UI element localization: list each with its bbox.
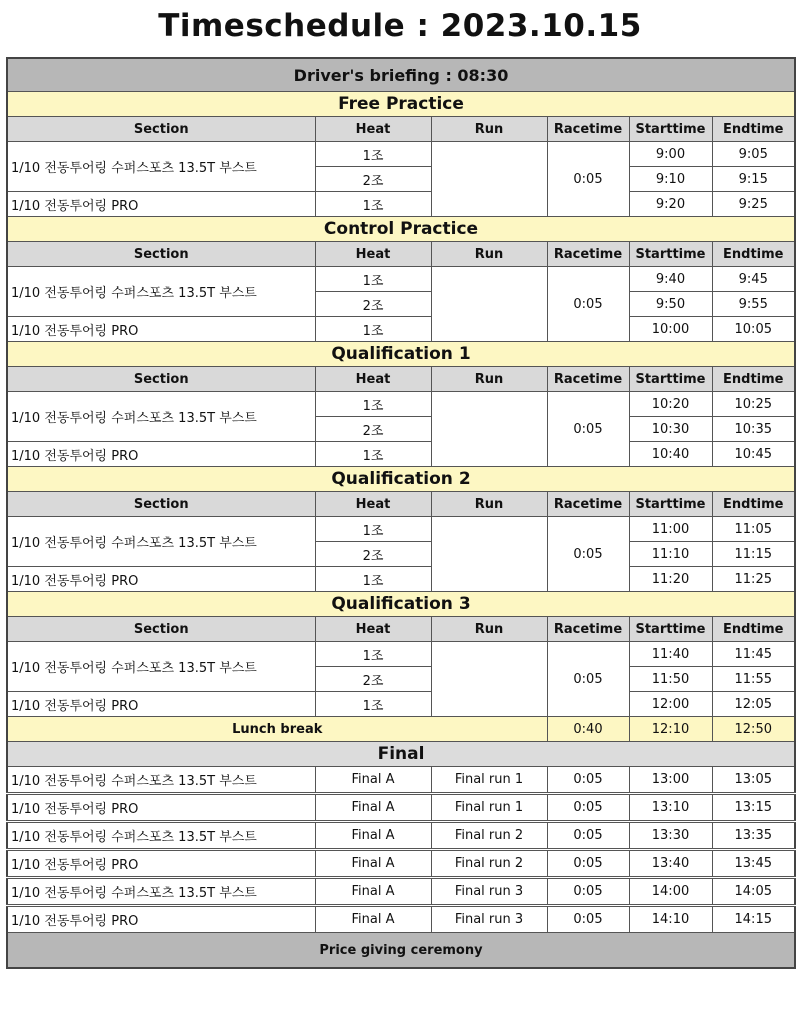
header-endtime: Endtime <box>712 492 795 517</box>
header-run: Run <box>431 242 547 267</box>
header-section: Section <box>7 492 315 517</box>
section-cell: 1/10 전동투어링 수퍼스포츠 13.5T 부스트 <box>7 642 315 692</box>
heat-cell: Final A <box>315 850 431 878</box>
header-racetime: Racetime <box>547 367 629 392</box>
final-row <box>7 878 795 906</box>
starttime-cell: 13:40 <box>629 850 712 878</box>
heat-cell: 2조 <box>315 667 431 692</box>
starttime-cell: 9:40 <box>629 267 712 292</box>
section-cell: 1/10 전동투어링 수퍼스포츠 13.5T 부스트 <box>7 767 315 794</box>
header-row <box>7 617 795 642</box>
racetime-cell: 0:05 <box>547 642 629 717</box>
table-row <box>7 267 795 292</box>
endtime-cell: 10:35 <box>712 417 795 442</box>
lunch-row <box>7 717 795 742</box>
endtime-cell: 10:05 <box>712 317 795 342</box>
section-cell: 1/10 전동투어링 PRO <box>7 794 315 822</box>
session-title-row <box>7 92 795 117</box>
starttime-cell: 11:10 <box>629 542 712 567</box>
lunch-racetime: 0:40 <box>547 717 629 742</box>
starttime-cell: 9:10 <box>629 167 712 192</box>
session-title: Qualification 1 <box>7 342 795 367</box>
final-row <box>7 767 795 794</box>
section-cell: 1/10 전동투어링 PRO <box>7 567 315 592</box>
lunch-end: 12:50 <box>712 717 795 742</box>
run-cell: Final run 1 <box>431 794 547 822</box>
run-cell: Final run 1 <box>431 767 547 794</box>
endtime-cell: 9:15 <box>712 167 795 192</box>
section-cell: 1/10 전동투어링 수퍼스포츠 13.5T 부스트 <box>7 267 315 317</box>
session-title-row <box>7 342 795 367</box>
endtime-cell: 13:05 <box>712 767 795 794</box>
table-row <box>7 642 795 667</box>
run-cell <box>431 392 547 467</box>
header-heat: Heat <box>315 367 431 392</box>
section-cell: 1/10 전동투어링 수퍼스포츠 13.5T 부스트 <box>7 517 315 567</box>
table-row <box>7 442 795 467</box>
endtime-cell: 14:05 <box>712 878 795 906</box>
heat-cell: 2조 <box>315 417 431 442</box>
endtime-cell: 14:15 <box>712 906 795 933</box>
heat-cell: 1조 <box>315 392 431 417</box>
racetime-cell: 0:05 <box>547 142 629 217</box>
final-title: Final <box>7 742 795 767</box>
run-cell: Final run 3 <box>431 906 547 933</box>
session-title-row <box>7 592 795 617</box>
section-cell: 1/10 전동투어링 PRO <box>7 906 315 933</box>
table-row <box>7 692 795 717</box>
starttime-cell: 12:00 <box>629 692 712 717</box>
ceremony-row <box>7 933 795 969</box>
header-endtime: Endtime <box>712 117 795 142</box>
header-section: Section <box>7 617 315 642</box>
section-cell: 1/10 전동투어링 수퍼스포츠 13.5T 부스트 <box>7 878 315 906</box>
endtime-cell: 10:25 <box>712 392 795 417</box>
header-heat: Heat <box>315 242 431 267</box>
racetime-cell: 0:05 <box>547 906 629 933</box>
session-title: Qualification 2 <box>7 467 795 492</box>
run-cell <box>431 642 547 717</box>
briefing-row <box>7 58 795 92</box>
heat-cell: Final A <box>315 878 431 906</box>
heat-cell: 1조 <box>315 192 431 217</box>
header-starttime: Starttime <box>629 242 712 267</box>
header-section: Section <box>7 117 315 142</box>
racetime-cell: 0:05 <box>547 794 629 822</box>
header-racetime: Racetime <box>547 492 629 517</box>
racetime-cell: 0:05 <box>547 878 629 906</box>
heat-cell: 1조 <box>315 142 431 167</box>
heat-cell: 1조 <box>315 692 431 717</box>
starttime-cell: 10:20 <box>629 392 712 417</box>
header-heat: Heat <box>315 492 431 517</box>
heat-cell: Final A <box>315 906 431 933</box>
endtime-cell: 9:25 <box>712 192 795 217</box>
endtime-cell: 9:05 <box>712 142 795 167</box>
lunch-label: Lunch break <box>7 717 547 742</box>
endtime-cell: 9:55 <box>712 292 795 317</box>
header-row <box>7 492 795 517</box>
starttime-cell: 14:10 <box>629 906 712 933</box>
header-row <box>7 117 795 142</box>
racetime-cell: 0:05 <box>547 822 629 850</box>
racetime-cell: 0:05 <box>547 767 629 794</box>
header-section: Section <box>7 367 315 392</box>
session-title: Free Practice <box>7 92 795 117</box>
section-cell: 1/10 전동투어링 수퍼스포츠 13.5T 부스트 <box>7 392 315 442</box>
heat-cell: 1조 <box>315 267 431 292</box>
endtime-cell: 11:05 <box>712 517 795 542</box>
heat-cell: Final A <box>315 794 431 822</box>
heat-cell: 1조 <box>315 517 431 542</box>
endtime-cell: 9:45 <box>712 267 795 292</box>
endtime-cell: 13:45 <box>712 850 795 878</box>
starttime-cell: 14:00 <box>629 878 712 906</box>
heat-cell: 1조 <box>315 442 431 467</box>
endtime-cell: 11:45 <box>712 642 795 667</box>
header-racetime: Racetime <box>547 242 629 267</box>
table-row <box>7 392 795 417</box>
briefing-text: Driver's briefing : 08:30 <box>7 58 795 92</box>
header-run: Run <box>431 617 547 642</box>
starttime-cell: 10:00 <box>629 317 712 342</box>
run-cell <box>431 267 547 342</box>
final-row <box>7 794 795 822</box>
table-row <box>7 317 795 342</box>
table-row <box>7 192 795 217</box>
header-starttime: Starttime <box>629 367 712 392</box>
header-starttime: Starttime <box>629 117 712 142</box>
racetime-cell: 0:05 <box>547 392 629 467</box>
section-cell: 1/10 전동투어링 PRO <box>7 317 315 342</box>
run-cell: Final run 2 <box>431 822 547 850</box>
starttime-cell: 13:10 <box>629 794 712 822</box>
ceremony-text: Price giving ceremony <box>7 933 795 969</box>
session-title-row <box>7 217 795 242</box>
section-cell: 1/10 전동투어링 수퍼스포츠 13.5T 부스트 <box>7 142 315 192</box>
final-row <box>7 906 795 933</box>
racetime-cell: 0:05 <box>547 267 629 342</box>
lunch-start: 12:10 <box>629 717 712 742</box>
run-cell <box>431 142 547 217</box>
heat-cell: 1조 <box>315 567 431 592</box>
heat-cell: 2조 <box>315 292 431 317</box>
racetime-cell: 0:05 <box>547 850 629 878</box>
endtime-cell: 12:05 <box>712 692 795 717</box>
header-run: Run <box>431 117 547 142</box>
section-cell: 1/10 전동투어링 PRO <box>7 442 315 467</box>
header-endtime: Endtime <box>712 242 795 267</box>
endtime-cell: 11:55 <box>712 667 795 692</box>
starttime-cell: 11:20 <box>629 567 712 592</box>
heat-cell: Final A <box>315 822 431 850</box>
run-cell: Final run 3 <box>431 878 547 906</box>
table-row <box>7 142 795 167</box>
endtime-cell: 13:35 <box>712 822 795 850</box>
session-title: Control Practice <box>7 217 795 242</box>
starttime-cell: 13:30 <box>629 822 712 850</box>
heat-cell: 2조 <box>315 542 431 567</box>
starttime-cell: 13:00 <box>629 767 712 794</box>
run-cell: Final run 2 <box>431 850 547 878</box>
heat-cell: Final A <box>315 767 431 794</box>
table-row <box>7 517 795 542</box>
starttime-cell: 10:40 <box>629 442 712 467</box>
section-cell: 1/10 전동투어링 PRO <box>7 192 315 217</box>
heat-cell: 2조 <box>315 167 431 192</box>
session-title-row <box>7 467 795 492</box>
endtime-cell: 10:45 <box>712 442 795 467</box>
starttime-cell: 11:00 <box>629 517 712 542</box>
starttime-cell: 10:30 <box>629 417 712 442</box>
endtime-cell: 11:15 <box>712 542 795 567</box>
starttime-cell: 11:50 <box>629 667 712 692</box>
starttime-cell: 11:40 <box>629 642 712 667</box>
endtime-cell: 11:25 <box>712 567 795 592</box>
run-cell <box>431 517 547 592</box>
starttime-cell: 9:50 <box>629 292 712 317</box>
header-starttime: Starttime <box>629 492 712 517</box>
starttime-cell: 9:20 <box>629 192 712 217</box>
final-title-row <box>7 742 795 767</box>
section-cell: 1/10 전동투어링 수퍼스포츠 13.5T 부스트 <box>7 822 315 850</box>
starttime-cell: 9:00 <box>629 142 712 167</box>
section-cell: 1/10 전동투어링 PRO <box>7 850 315 878</box>
racetime-cell: 0:05 <box>547 517 629 592</box>
header-heat: Heat <box>315 117 431 142</box>
endtime-cell: 13:15 <box>712 794 795 822</box>
header-endtime: Endtime <box>712 617 795 642</box>
table-row <box>7 567 795 592</box>
header-racetime: Racetime <box>547 117 629 142</box>
header-starttime: Starttime <box>629 617 712 642</box>
header-row <box>7 367 795 392</box>
header-endtime: Endtime <box>712 367 795 392</box>
header-run: Run <box>431 367 547 392</box>
schedule-table <box>6 57 796 969</box>
header-racetime: Racetime <box>547 617 629 642</box>
header-heat: Heat <box>315 617 431 642</box>
heat-cell: 1조 <box>315 642 431 667</box>
header-row <box>7 242 795 267</box>
final-row <box>7 850 795 878</box>
header-run: Run <box>431 492 547 517</box>
header-section: Section <box>7 242 315 267</box>
page-title: Timeschedule : 2023.10.15 <box>158 8 642 44</box>
heat-cell: 1조 <box>315 317 431 342</box>
session-title: Qualification 3 <box>7 592 795 617</box>
final-row <box>7 822 795 850</box>
section-cell: 1/10 전동투어링 PRO <box>7 692 315 717</box>
